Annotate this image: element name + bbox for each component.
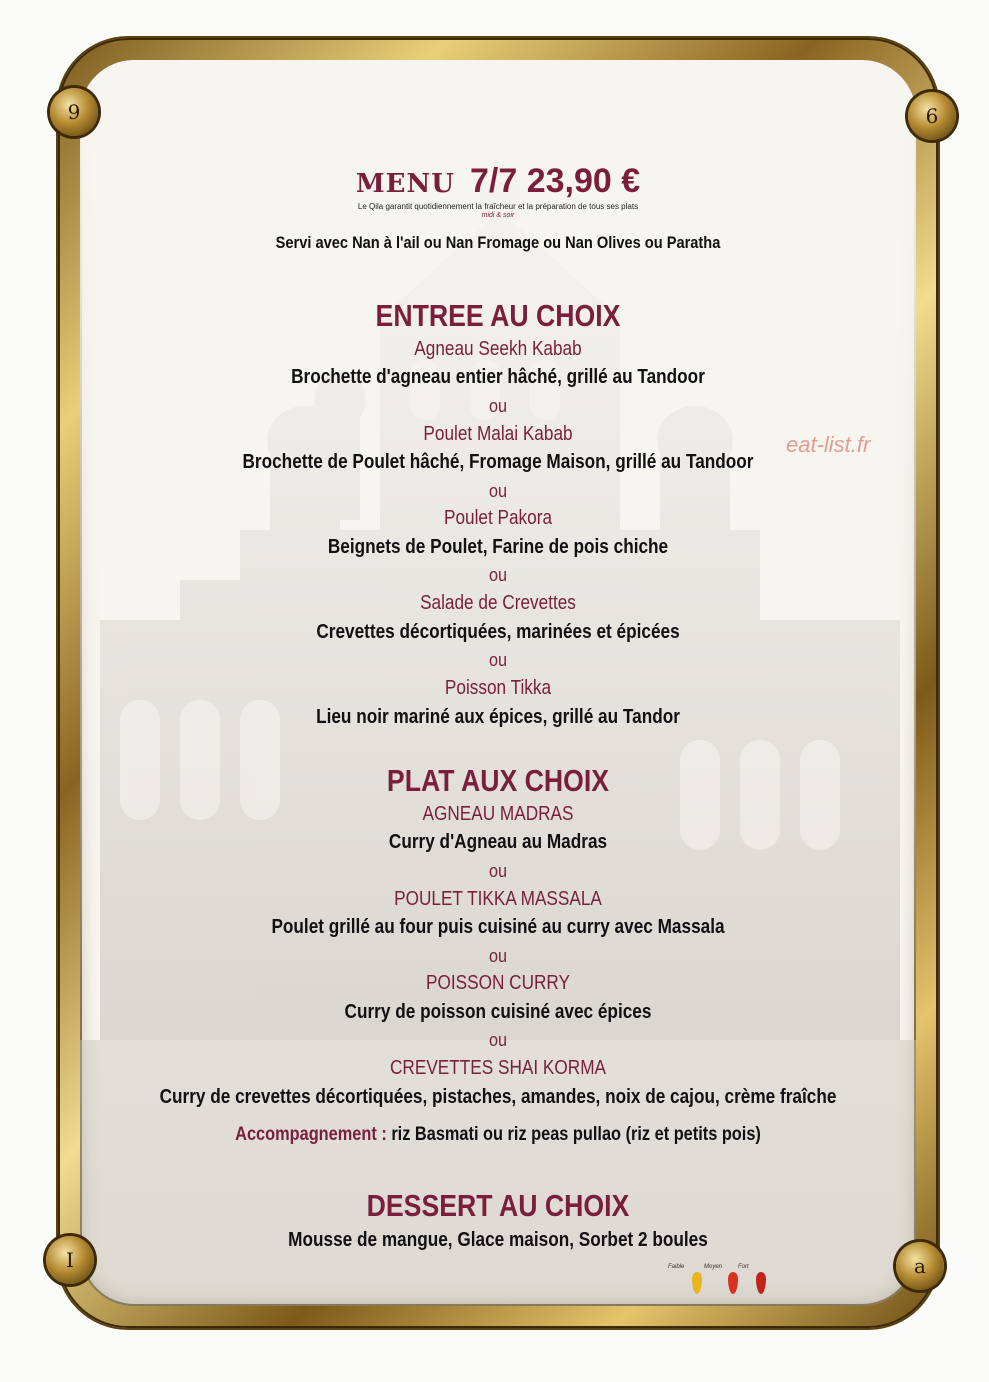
corner-medallion-icon: a	[896, 1242, 944, 1290]
watermark: eat-list.fr	[786, 432, 871, 457]
plat-dish-desc: Poulet grillé au four puis cuisiné au curry avec Massala	[271, 916, 725, 938]
accompaniment-label: Accompagnement :	[235, 1124, 387, 1145]
spice-label: Moyen	[704, 1264, 723, 1270]
chili-mild-icon	[692, 1272, 702, 1294]
section-title-entree: ENTREE AU CHOIX	[375, 298, 621, 333]
spice-label: Faible	[668, 1264, 685, 1270]
spice-label: Fort	[738, 1264, 749, 1270]
menu-price: 7/7 23,90 €	[469, 162, 641, 200]
or-separator: ou	[488, 861, 508, 881]
entree-dish-name: Poisson Tikka	[444, 677, 552, 699]
menu-word: MENU	[355, 169, 455, 199]
accompaniment-text: riz Basmati ou riz peas pullao (riz et petits pois)	[386, 1124, 761, 1145]
chili-hot-icon	[756, 1272, 766, 1294]
or-separator: ou	[488, 650, 508, 670]
spice-legend	[664, 1262, 774, 1302]
corner-medallion-icon: 9	[50, 88, 98, 136]
corner-medallion-icon: 6	[908, 92, 956, 140]
plat-dish-name: CREVETTES SHAI KORMA	[390, 1057, 606, 1079]
entree-dish-desc: Brochette de Poulet hâché, Fromage Maison, grillé au Tandoor	[242, 451, 754, 473]
plat-dish-name: AGNEAU MADRAS	[422, 803, 574, 825]
entree-dish-desc: Lieu noir mariné aux épices, grillé au Tandor	[316, 706, 680, 728]
menu-title	[80, 162, 916, 201]
served-with-line: Servi avec Nan à l'ail ou Nan Fromage ou Nan Olives ou Paratha	[275, 233, 721, 252]
menu-content	[80, 60, 916, 1306]
or-separator: ou	[488, 1030, 508, 1050]
freshness-guarantee: Le Qila garantit quotidiennement la fraîcheur et la préparation de tous ses plats	[357, 202, 639, 211]
accompaniment-line	[139, 1124, 858, 1146]
dessert-desc: Mousse de mangue, Glace maison, Sorbet 2 boules	[288, 1229, 708, 1251]
or-separator: ou	[488, 481, 508, 501]
entree-dish-name: Agneau Seekh Kabab	[414, 338, 582, 360]
plat-dish-desc: Curry d'Agneau au Madras	[388, 831, 608, 853]
entree-dish-desc: Crevettes décortiquées, marinées et épicées	[316, 621, 680, 643]
corner-medallion-icon: I	[46, 1236, 94, 1284]
or-separator: ou	[488, 396, 508, 416]
chili-medium-icon	[728, 1272, 738, 1294]
or-separator: ou	[488, 946, 508, 966]
entree-dish-name: Poulet Malai Kabab	[423, 423, 573, 445]
entree-dish-desc: Beignets de Poulet, Farine de pois chiche	[327, 536, 669, 558]
entree-dish-name: Poulet Pakora	[443, 507, 553, 529]
plat-dish-name: POISSON CURRY	[425, 972, 570, 994]
plat-dish-desc: Curry de crevettes décortiquées, pistaches, amandes, noix de cajou, crème fraîche	[159, 1086, 837, 1108]
plat-dish-desc: Curry de poisson cuisiné avec épices	[344, 1001, 652, 1023]
entree-dish-desc: Brochette d'agneau entier hâché, grillé au Tandoor	[291, 366, 705, 388]
section-title-dessert: DESSERT AU CHOIX	[366, 1188, 630, 1223]
plat-dish-name: POULET TIKKA MASSALA	[394, 888, 602, 910]
service-times: midi & soir	[481, 212, 515, 219]
or-separator: ou	[488, 565, 508, 585]
entree-dish-name: Salade de Crevettes	[420, 592, 576, 614]
section-title-plat: PLAT AUX CHOIX	[386, 763, 610, 798]
